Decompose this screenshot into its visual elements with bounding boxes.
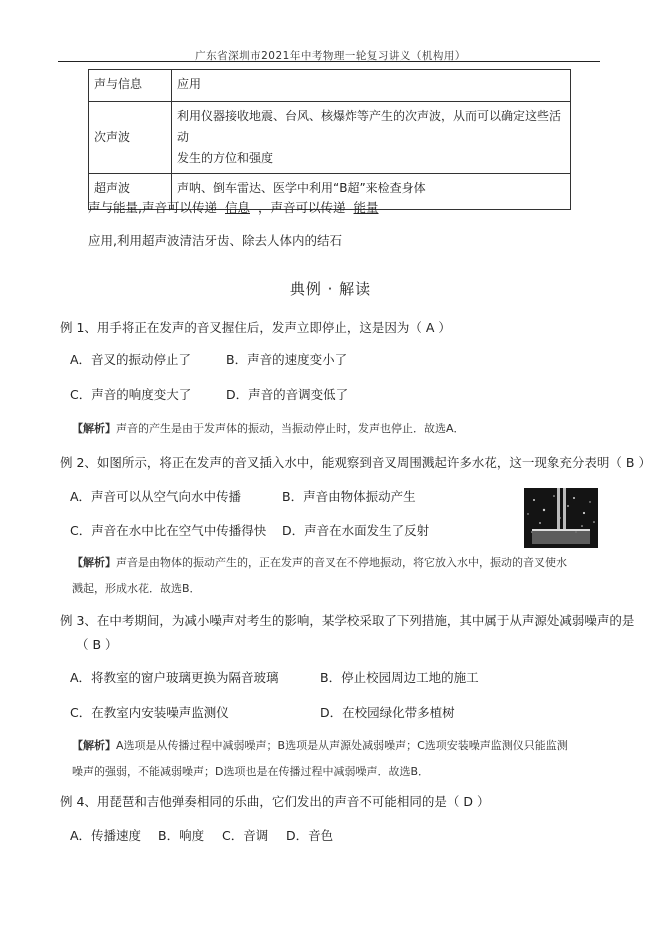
analysis-line: 溅起，形成水花．故选B． (72, 582, 201, 595)
sound-info-table (88, 69, 571, 210)
energy-prefix: 声与能量,声音可以传递 (88, 200, 217, 215)
analysis-text: 声音是由物体的振动产生的，正在发声的音叉在不停地振动，将它放入水中，振动的音叉使水 (116, 556, 567, 569)
energy-line (88, 198, 387, 218)
analysis-line: 噪声的强弱，不能减弱噪声；D选项也是在传播过程中减弱噪声．故选B． (72, 765, 430, 778)
option: A．音叉的振动停止了 (70, 352, 192, 367)
analysis-line (72, 550, 567, 576)
application-line: 发生的方位和强度 (177, 151, 274, 165)
energy-application: 应用,利用超声波清洁牙齿、除去人体内的结石 (88, 233, 342, 248)
section-title: 典例 · 解读 (289, 280, 372, 298)
fill-blank: 信息 (224, 200, 250, 215)
table-header-cell: 声与信息 (89, 70, 172, 102)
tuning-fork-in-water-photo (524, 488, 598, 548)
option: C．在教室内安装噪声监测仪 (70, 705, 229, 720)
option: B．停止校园周边工地的施工 (320, 670, 479, 685)
option: D．在校园绿化带多植树 (320, 705, 455, 720)
question: 例 1、用手将正在发声的音叉握住后，发声立即停止，这是因为（ A ） (60, 320, 451, 335)
question: 例 2、如图所示，将正在发声的音叉插入水中，能观察到音叉周围溅起许多水花，这一现象充分表明（ B ） (60, 455, 651, 470)
option: A．将教室的窗户玻璃更换为隔音玻璃 (70, 670, 279, 685)
question: 例 3、在中考期间，为减小噪声对考生的影响，某学校采取了下列措施，其中属于从声源处减弱噪声的是 (60, 613, 635, 628)
page-header: 广东省深圳市2021年中考物理一轮复习讲义（机构用） (195, 50, 466, 62)
fill-blank: 能量 (353, 200, 379, 215)
application-line: 利用仪器接收地震、台风、核爆炸等产生的次声波，从而可以确定这些活动 (177, 109, 562, 144)
option: B．声音由物体振动产生 (282, 489, 416, 504)
analysis (72, 733, 568, 785)
option: B．声音的速度变小了 (226, 352, 348, 367)
energy-middle: ，声音可以传递 (258, 200, 346, 215)
option: D．音色 (286, 828, 334, 843)
table-cell-name: 超声波 (89, 174, 172, 210)
question-continuation: （ B ） (76, 637, 118, 652)
table-cell-name: 次声波 (89, 102, 172, 174)
table-row (89, 102, 571, 174)
table-cell-application (172, 102, 571, 174)
option: C．声音在水中比在空气中传播得快 (70, 523, 267, 538)
option: C．声音的响度变大了 (70, 387, 192, 402)
analysis-label: 【解析】 (72, 422, 116, 435)
analysis-text: A选项是从传播过程中减弱噪声；B选项是从声源处减弱噪声；C选项安装噪声监测仪只能监测 (116, 739, 568, 752)
analysis (72, 550, 567, 602)
question: 例 4、用琵琶和吉他弹奏相同的乐曲，它们发出的声音不可能相同的是（ D ） (60, 794, 490, 809)
analysis-label: 【解析】 (72, 556, 116, 569)
analysis-text: 声音的产生是由于发声体的振动，当振动停止时，发声也停止．故选A． (116, 422, 465, 435)
table-header-row (89, 70, 571, 102)
analysis-line (72, 733, 568, 759)
analysis (72, 416, 465, 442)
analysis-label: 【解析】 (72, 739, 116, 752)
option: A．声音可以从空气向水中传播 (70, 489, 242, 504)
option: A．传播速度 (70, 828, 142, 843)
table-header-cell: 应用 (172, 70, 571, 102)
table-cell-application: 声呐、倒车雷达、医学中利用“B超”来检查身体 (172, 174, 571, 210)
option: D．声音的音调变低了 (226, 387, 349, 402)
option: B．响度 (158, 828, 205, 843)
header-rule (58, 61, 600, 62)
option: C．音调 (222, 828, 269, 843)
option: D．声音在水面发生了反射 (282, 523, 430, 538)
